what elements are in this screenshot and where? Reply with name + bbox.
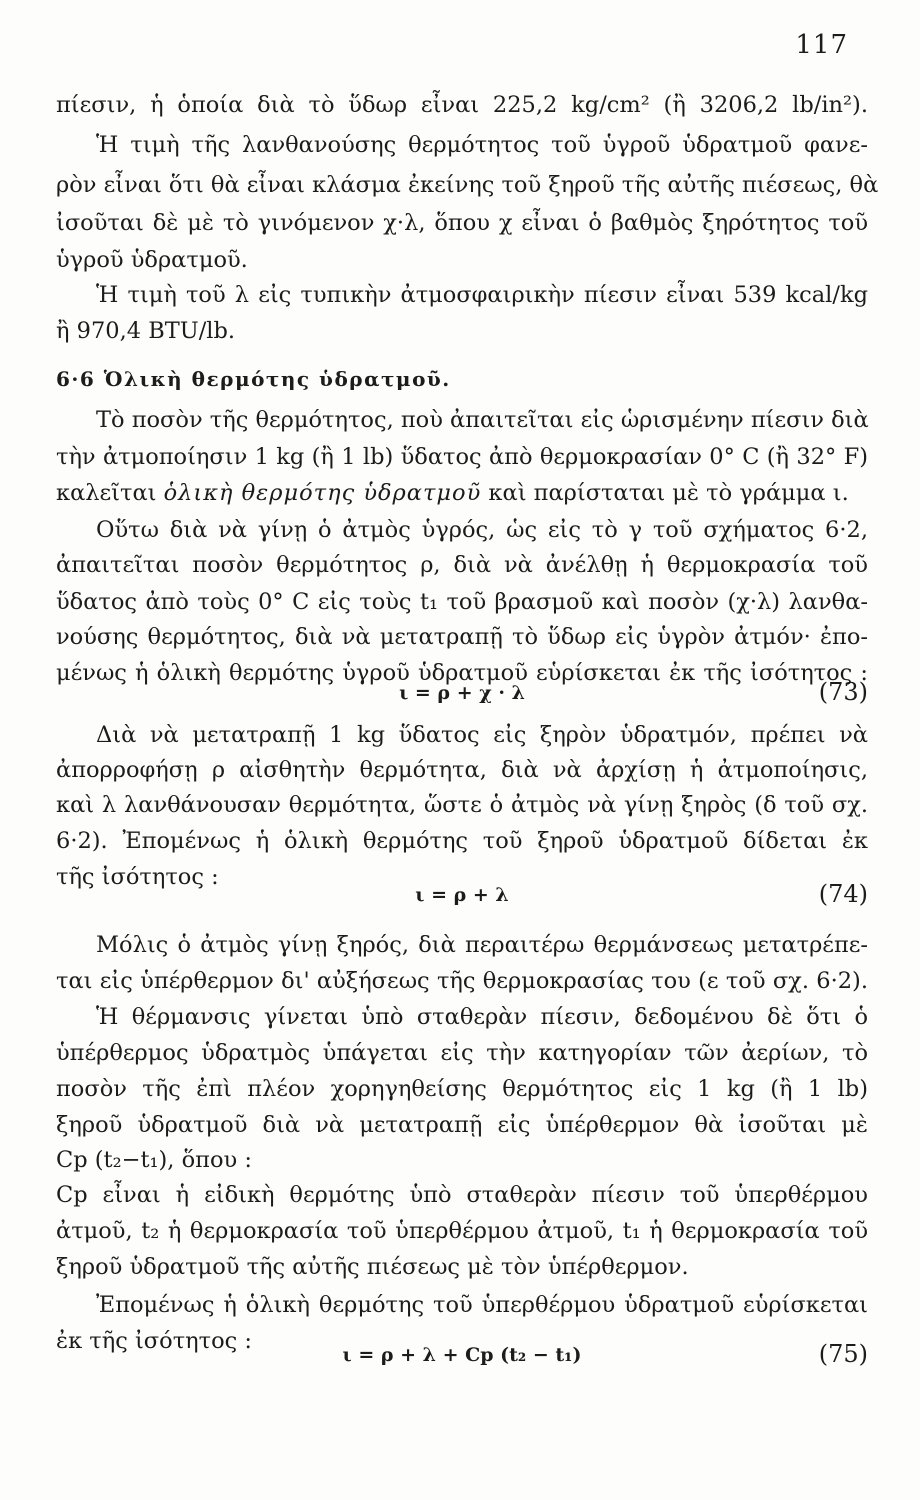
equation-formula: ι = ρ + χ · λ [399, 682, 525, 704]
text-line: Διὰ νὰ μετατραπῇ 1 kg ὕδατος εἰς ξηρὸν ὑδρατμόν, πρέπει νὰ [96, 722, 868, 748]
text-line: Ἡ τιμὴ τῆς λανθανούσης θερμότητος τοῦ ὑγροῦ ὑδρατμοῦ φανε- [96, 132, 868, 158]
text-run: καὶ παρίσταται μὲ τὸ γράμμα ι. [481, 480, 849, 506]
emphasized-term: ὁλικὴ θερμότης ὑδρατμοῦ [163, 480, 482, 506]
text-line: Cp εἶναι ἡ εἰδικὴ θερμότης ὑπὸ σταθερὰν πίεσιν τοῦ ὑπερθέρμου [56, 1182, 868, 1208]
page-number: 117 [795, 30, 848, 60]
section-heading: 6·6 Ὁλικὴ θερμότης ὑδρατμοῦ. [56, 367, 451, 391]
equation-73 [56, 678, 868, 712]
text-line: ἀπορροφήσῃ ρ αἰσθητὴν θερμότητα, διὰ νὰ ἀρχίσῃ ἡ ἀτμοποίησις, [56, 757, 868, 783]
text-line: ἀτμοῦ, t₂ ἡ θερμοκρασία τοῦ ὑπερθέρμου ἀτμοῦ, t₁ ἡ θερμοκρασία τοῦ [56, 1218, 868, 1244]
text-line: Ἐπομένως ἡ ὁλικὴ θερμότης τοῦ ὑπερθέρμου ὑδρατμοῦ εὑρίσκεται [96, 1292, 868, 1318]
equation-formula: ι = ρ + λ + Cp (t₂ − t₁) [342, 1344, 582, 1366]
text-line: τῆς ἰσότητος : [56, 864, 219, 890]
text-line: ὑγροῦ ὑδρατμοῦ. [56, 247, 248, 273]
text-line: μένως ἡ ὁλικὴ θερμότης ὑγροῦ ὑδρατμοῦ εὑρίσκεται ἐκ τῆς ἰσότητος : [56, 660, 868, 686]
equation-formula: ι = ρ + λ [415, 884, 509, 906]
text-line: ρὸν εἶναι ὅτι θὰ εἶναι κλάσμα ἐκείνης τοῦ ξηροῦ τῆς αὐτῆς πιέσεως, θὰ [56, 172, 879, 198]
text-line: Οὕτω διὰ νὰ γίνῃ ὁ ἀτμὸς ὑγρός, ὡς εἰς τὸ γ τοῦ σχήματος 6·2, [96, 517, 868, 543]
text-line [56, 478, 868, 508]
text-line: ἐκ τῆς ἰσότητος : [56, 1328, 252, 1354]
equation-74 [56, 880, 868, 914]
text-line: καὶ λ λανθάνουσαν θερμότητα, ὥστε ὁ ἀτμὸς νὰ γίνῃ ξηρὸς (δ τοῦ σχ. [56, 792, 868, 818]
text-line: Ἡ τιμὴ τοῦ λ εἰς τυπικὴν ἀτμοσφαιρικὴν πίεσιν εἶναι 539 kcal/kg [96, 282, 868, 308]
text-line: 6·2). Ἐπομένως ἡ ὁλικὴ θερμότης τοῦ ξηροῦ ὑδρατμοῦ δίδεται ἐκ [56, 828, 868, 854]
text-line: Cp (t₂−t₁), ὅπου : [56, 1147, 252, 1173]
text-line: νούσης θερμότητος, διὰ νὰ μετατραπῇ τὸ ὕδωρ εἰς ὑγρὸν ἀτμόν· ἐπο- [56, 624, 868, 650]
equation-number: (73) [818, 678, 868, 706]
text-line: ποσὸν τῆς ἐπὶ πλέον χορηγηθείσης θερμότητος εἰς 1 kg (ἢ 1 lb) [56, 1076, 868, 1102]
equation-75 [56, 1340, 868, 1374]
text-line: ξηροῦ ὑδρατμοῦ τῆς αὐτῆς πιέσεως μὲ τὸν ὑπέρθερμον. [56, 1254, 689, 1280]
text-run: καλεῖται [56, 480, 164, 506]
text-line: ται εἰς ὑπέρθερμον δι' αὐξήσεως τῆς θερμοκρασίας του (ε τοῦ σχ. 6·2). [56, 968, 868, 994]
text-line: ἀπαιτεῖται ποσὸν θερμότητος ρ, διὰ νὰ ἀνέλθῃ ἡ θερμοκρασία τοῦ [56, 552, 868, 578]
equation-number: (75) [818, 1340, 868, 1368]
text-line: Μόλις ὁ ἀτμὸς γίνῃ ξηρός, διὰ περαιτέρω θερμάνσεως μετατρέπε- [96, 932, 868, 958]
text-line: ἢ 970,4 BTU/lb. [56, 318, 236, 344]
text-line: ὕδατος ἀπὸ τοὺς 0° C εἰς τοὺς t₁ τοῦ βρασμοῦ καὶ ποσὸν (χ·λ) λανθα- [56, 589, 868, 615]
text-line: πίεσιν, ἡ ὁποία διὰ τὸ ὕδωρ εἶναι 225,2 kg/cm² (ἢ 3206,2 lb/in²). [56, 92, 868, 118]
text-line: Ἡ θέρμανσις γίνεται ὑπὸ σταθερὰν πίεσιν, δεδομένου δὲ ὅτι ὁ [96, 1004, 868, 1030]
text-line: ξηροῦ ὑδρατμοῦ διὰ νὰ μετατραπῇ εἰς ὑπέρθερμον θὰ ἰσοῦται μὲ [56, 1112, 868, 1138]
equation-number: (74) [818, 880, 868, 908]
text-line: Τὸ ποσὸν τῆς θερμότητος, ποὺ ἀπαιτεῖται εἰς ὡρισμένην πίεσιν διὰ [96, 407, 869, 433]
text-line: τὴν ἀτμοποίησιν 1 kg (ἢ 1 lb) ὕδατος ἀπὸ θερμοκρασίαν 0° C (ἢ 32° F) [56, 444, 868, 470]
text-line: ὑπέρθερμος ὑδρατμὸς ὑπάγεται εἰς τὴν κατηγορίαν τῶν ἀερίων, τὸ [56, 1040, 868, 1066]
text-line: ἰσοῦται δὲ μὲ τὸ γινόμενον χ·λ, ὅπου χ εἶναι ὁ βαθμὸς ξηρότητος τοῦ [56, 210, 868, 236]
